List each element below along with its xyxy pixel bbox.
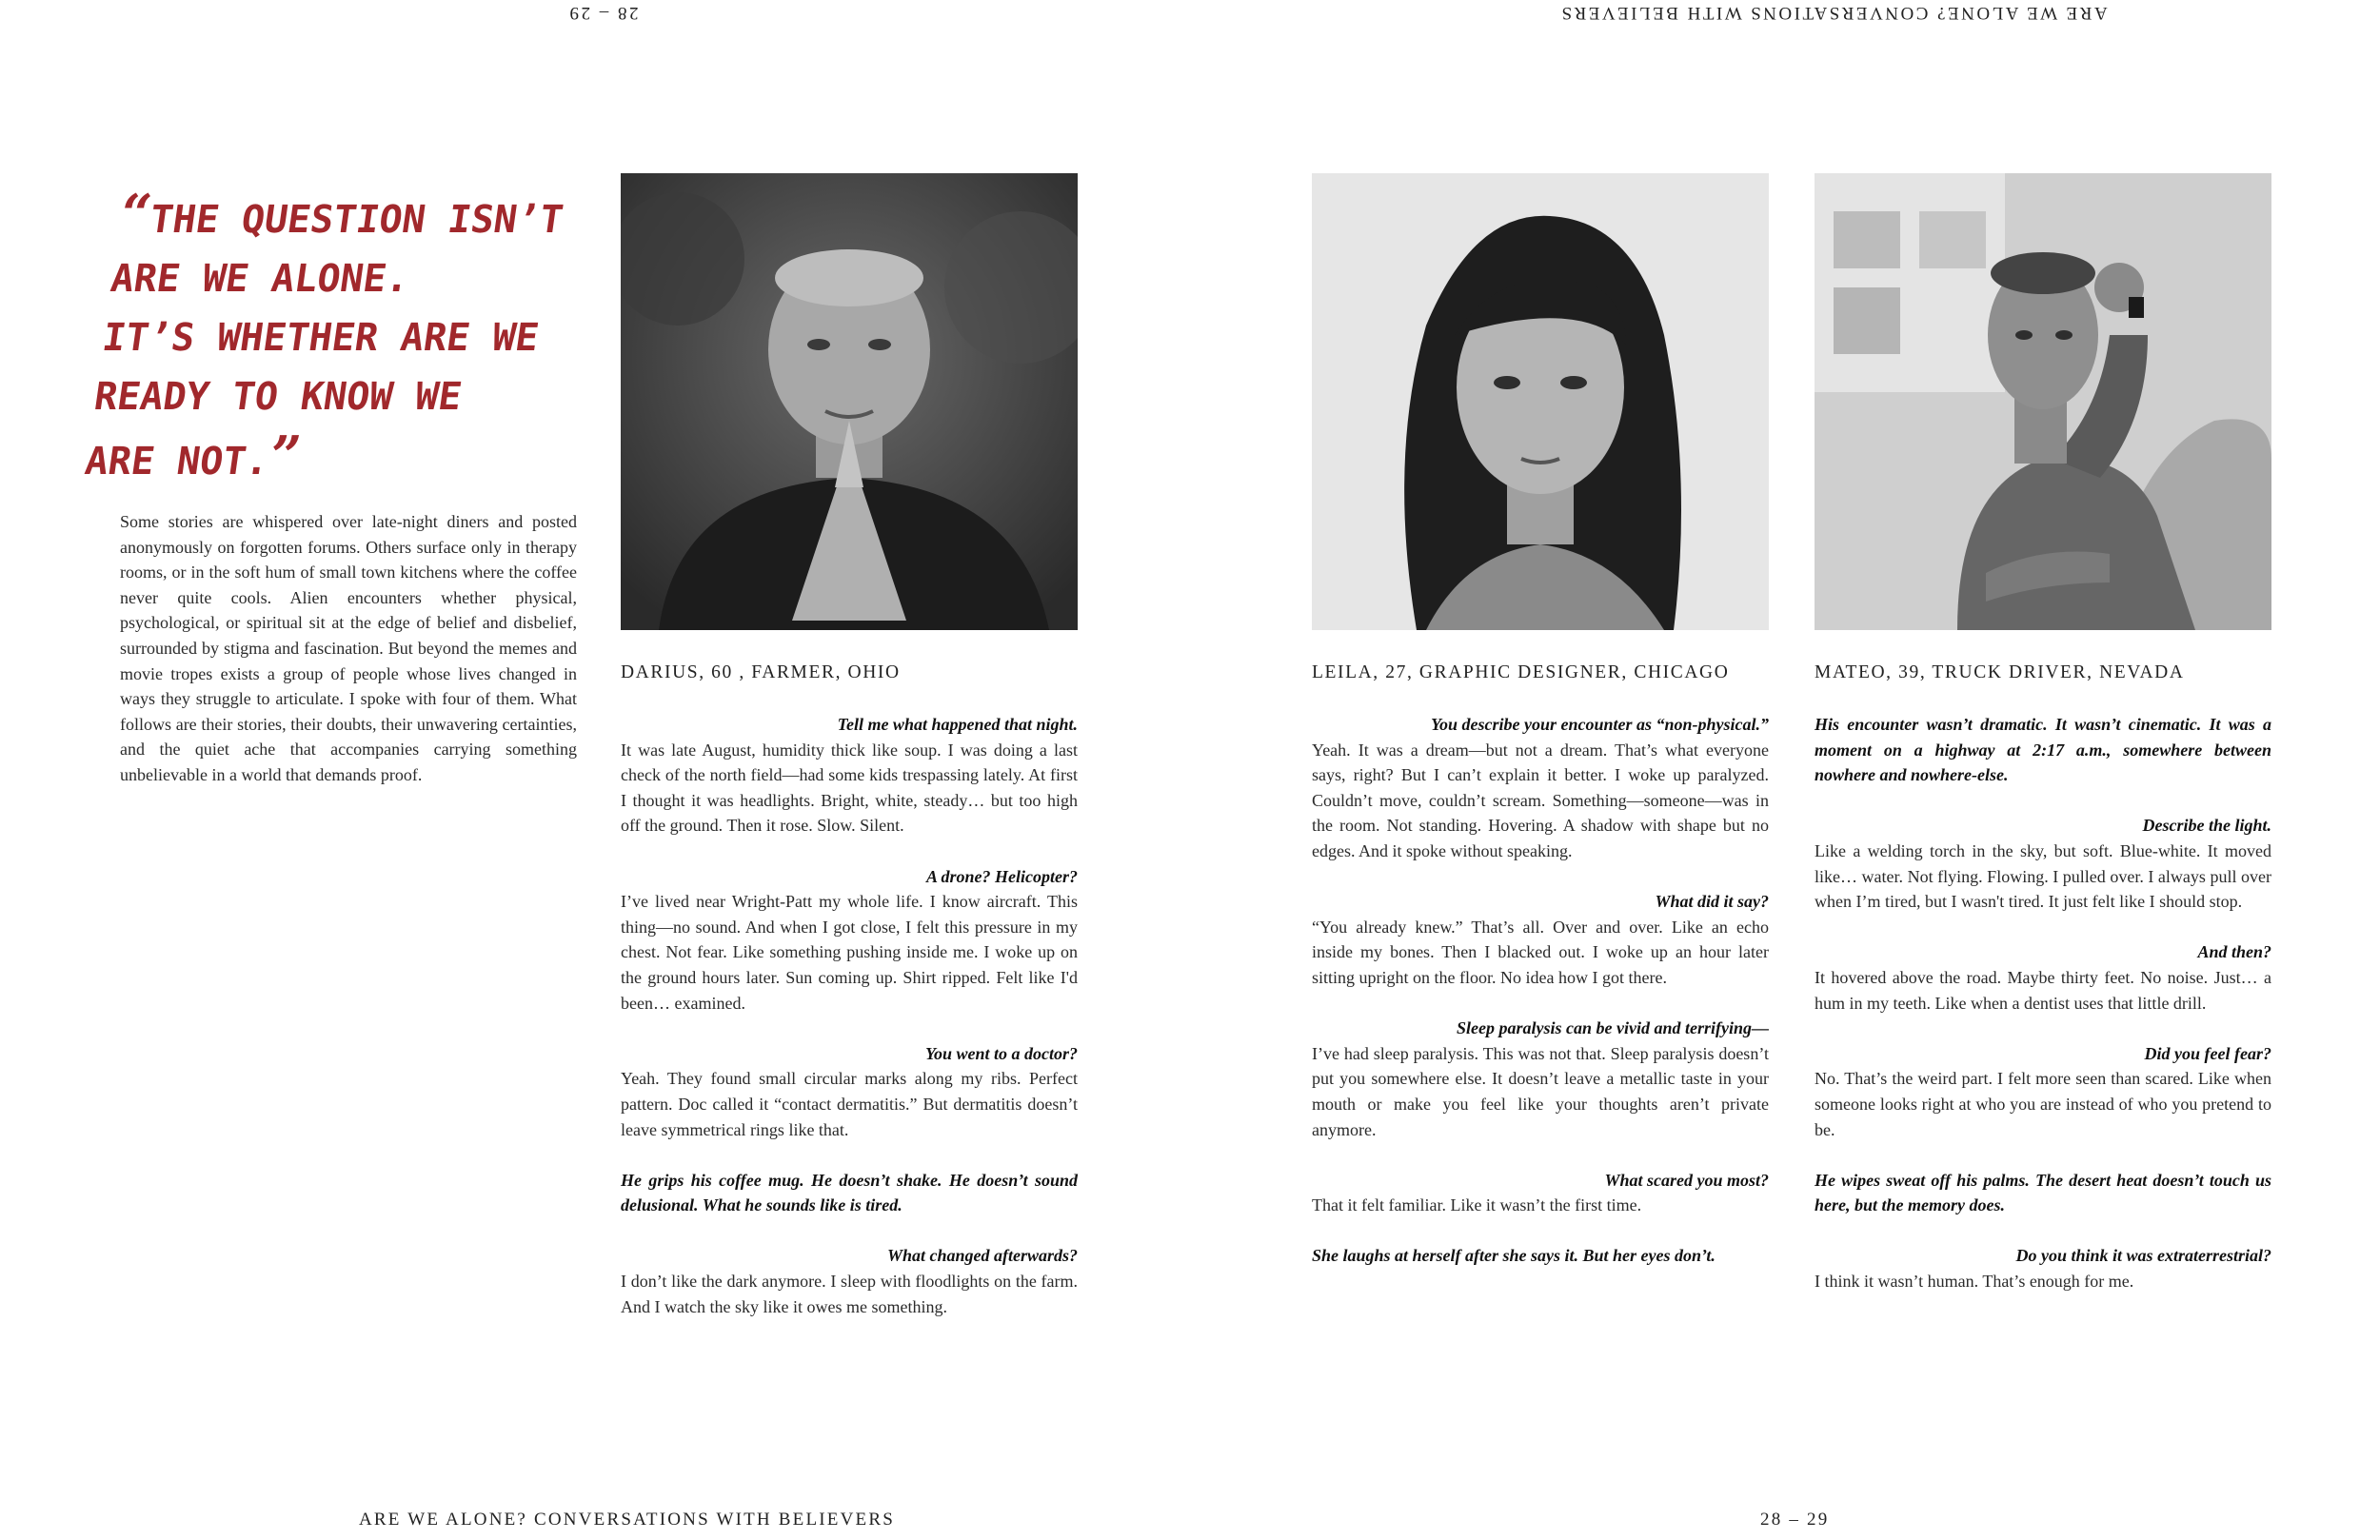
- pull-quote-line: THE QUESTION ISN’T: [147, 198, 566, 242]
- interview-observation: He wipes sweat off his palms. The desert heat doesn’t touch us here, but the memory does.: [1815, 1170, 2271, 1215]
- interview-answer: I don’t like the dark anymore. I sleep with floodlights on the farm. And I watch the sky like it owes me something.: [621, 1272, 1078, 1316]
- interview-answer: Yeah. They found small circular marks along my ribs. Perfect pattern. Doc called it “contact dermatitis.” But dermatitis doesn’t leave symmetrical rings like that.: [621, 1069, 1078, 1139]
- interview-column-mateo: [1815, 712, 2271, 1294]
- portrait-man-hands-clasped-icon: [621, 173, 1078, 630]
- caption-darius: DARIUS, 60 , FARMER, OHIO: [621, 662, 901, 682]
- pull-quote-line: READY TO KNOW WE: [91, 375, 465, 419]
- portrait-photo-darius: [621, 173, 1078, 630]
- pull-quote-open-mark: “: [115, 183, 156, 246]
- running-head-page-number-top: 28 – 29: [567, 3, 639, 23]
- interview-observation: He grips his coffee mug. He doesn’t shake. He doesn’t sound delusional. What he sounds like is tired.: [621, 1170, 1078, 1215]
- pull-quote: [81, 185, 619, 491]
- interview-answer: Yeah. It was a dream—but not a dream. That’s what everyone says, right? But I can’t explain it better. I woke up paralyzed. Couldn’t move, couldn’t scream. Something—someone—was in the room. Not standing. Hovering. A shadow with shape but no edges. And it spoke without speaking.: [1312, 740, 1769, 860]
- interview-question: Sleep paralysis can be vivid and terrifying—: [1457, 1018, 1769, 1038]
- interview-column-darius: [621, 712, 1078, 1319]
- interview-answer: I’ve had sleep paralysis. This was not that. Sleep paralysis doesn’t put you somewhere else. It doesn’t leave a metallic taste in your mouth or make you feel like your thoughts aren’t private anymore.: [1312, 1043, 1769, 1139]
- pull-quote-line: IT’S WHETHER ARE WE: [99, 316, 542, 360]
- pull-quote-line: ARE NOT.: [82, 440, 272, 484]
- portrait-photo-leila: [1312, 173, 1769, 630]
- interview-question: Tell me what happened that night.: [837, 715, 1078, 734]
- pull-quote-close-mark: ”: [265, 424, 306, 487]
- portrait-woman-long-hair-icon: [1312, 173, 1769, 630]
- interview-question: Did you feel fear?: [2144, 1043, 2271, 1063]
- running-head-page-number-bottom: 28 – 29: [1760, 1510, 1830, 1530]
- interview-column-leila: [1312, 712, 1769, 1269]
- interview-question: A drone? Helicopter?: [926, 866, 1078, 886]
- interview-answer: I’ve lived near Wright-Patt my whole life. I know aircraft. This thing—no sound. And when I got close, I felt this pressure in my chest. Not fear. Like something pushing inside me. I woke up on the ground hours later. Sun coming up. Shirt ripped. Felt like I'd been… examined.: [621, 892, 1078, 1013]
- intro-paragraph: Some stories are whispered over late-night diners and posted anonymously on forgotten forums. Others surface only in therapy rooms, or in the soft hum of small town kitchens where the coffee never quite cools. Alien encounters whether physical, psychological, or spiritual sit at the edge of belief and disbelief, surrounded by stigma and fascination. But beyond the memes and movie tropes exists a group of people whose lives changed in ways they struggle to articulate. I spoke with four of them. What follows are their stories, their doubts, their unwavering certainties, and the quiet ache that accompanies carrying something unbelievable in a world that demands proof.: [120, 512, 577, 784]
- interview-answer: It hovered above the road. Maybe thirty feet. No noise. Just… a hum in my teeth. Like when a dentist uses that little drill.: [1815, 967, 2271, 1013]
- interview-question: Do you think it was extraterrestrial?: [2015, 1246, 2271, 1266]
- interview-answer: “You already knew.” That’s all. Over and over. Like an echo inside my bones. Then I blacked out. I woke up an hour later sitting upright on the floor. No idea how I got there.: [1312, 917, 1769, 987]
- interview-question: What did it say?: [1655, 892, 1769, 912]
- interview-answer: Like a welding torch in the sky, but soft. Blue-white. It moved like… water. Not flying. Flowing. I pulled over. I always pull over when I’m tired, but I wasn't tired. It just felt like I should stop.: [1815, 840, 2271, 912]
- pull-quote-line: ARE WE ALONE.: [108, 257, 413, 301]
- portrait-photo-mateo: [1815, 173, 2271, 630]
- interview-question: What changed afterwards?: [886, 1246, 1078, 1266]
- interview-answer: I think it wasn’t human. That’s enough for me.: [1815, 1272, 2134, 1292]
- interview-question: What scared you most?: [1604, 1170, 1769, 1190]
- interview-answer: That it felt familiar. Like it wasn’t the first time.: [1312, 1195, 1642, 1215]
- portrait-man-on-sofa-icon: [1815, 173, 2271, 630]
- interview-question: You went to a doctor?: [924, 1043, 1078, 1063]
- running-head-title-top: ARE WE ALONE? CONVERSATIONS WITH BELIEVERS: [1559, 3, 2108, 23]
- running-head-title-bottom: ARE WE ALONE? CONVERSATIONS WITH BELIEVERS: [359, 1510, 895, 1530]
- interview-answer: No. That’s the weird part. I felt more seen than scared. Like when someone looks right at who you are instead of who you pretend to be.: [1815, 1069, 2271, 1139]
- interview-answer: It was late August, humidity thick like soup. I was doing a last check of the north field—had some kids trespassing lately. At first I thought it was headlights. Bright, white, steady… but too high off the ground. Then it rose. Slow. Silent.: [621, 740, 1078, 836]
- interview-observation: His encounter wasn’t dramatic. It wasn’t cinematic. It was a moment on a highway at 2:17 a.m., somewhere between nowhere and nowhere-else.: [1815, 715, 2271, 785]
- caption-mateo: MATEO, 39, TRUCK DRIVER, NEVADA: [1815, 662, 2185, 682]
- interview-question: You describe your encounter as “non-physical.”: [1430, 715, 1769, 734]
- caption-leila: LEILA, 27, GRAPHIC DESIGNER, CHICAGO: [1312, 662, 1730, 682]
- interview-question: Describe the light.: [2142, 816, 2271, 836]
- interview-question: And then?: [2197, 942, 2271, 962]
- interview-observation: She laughs at herself after she says it. But her eyes don’t.: [1312, 1246, 1716, 1266]
